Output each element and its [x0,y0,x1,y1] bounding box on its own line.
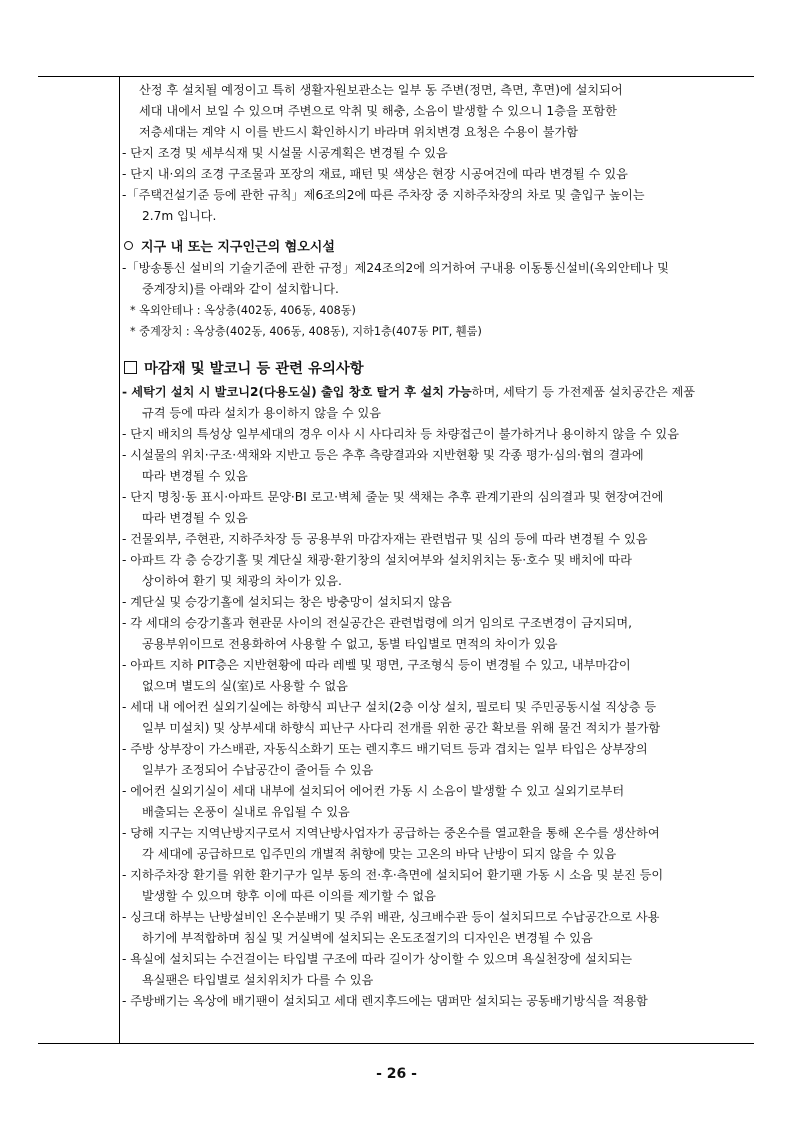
text-line: - 주방 상부장이 가스배관, 자동식소화기 또는 렌지후드 배기덕트 등과 겹치는 일부 타입은 상부장의 [122,742,648,756]
section-heading-text: 마감재 및 발코니 등 관련 유의사항 [144,361,364,377]
text-line: - 단지 조경 및 세부식재 및 시설물 시공계획은 변경될 수 있음 [122,146,448,160]
text-line: - 당해 지구는 지역난방지구로서 지역난방사업자가 공급하는 중온수를 열교환을 통해 온수를 생산하여 [122,826,660,840]
column-divider [119,77,120,1043]
text-line: 발생할 수 있으며 향후 이에 따른 이의를 제기할 수 없음 [142,889,436,903]
text-line: 세대 내에서 보일 수 있으며 주변으로 악취 및 해충, 소음이 발생할 수 있으니 1층을 포함한 [139,104,617,118]
text-line: - 시설물의 위치·구조·색채와 지반고 등은 추후 측량결과와 지반현황 및 각종 평가·심의·협의 결과에 [122,448,644,462]
section-heading-facilities [122,237,752,258]
spacer [122,227,752,237]
document-body [122,80,752,1012]
text-line: - 계단실 및 승강기홀에 설치되는 창은 방충망이 설치되지 않음 [122,595,452,609]
text-line: - 주방배기는 옥상에 배기팬이 설치되고 세대 렌지후드에는 댐퍼만 설치되는 공동배기방식을 적용함 [122,994,648,1008]
text-line: 배출되는 온풍이 실내로 유입될 수 있음 [142,805,350,819]
text-line: - 세대 내 에어컨 실외기실에는 하향식 피난구 설치(2층 이상 설치, 필로티 및 주민공동시설 직상층 등 [122,700,657,714]
text-line [122,382,752,403]
text-line: - 아파트 각 층 승강기홀 및 계단실 채광·환기창의 설치여부와 설치위치는 동·호수 및 배치에 따라 [122,553,632,567]
text-line: 따라 변경될 수 있음 [142,469,248,483]
text-line: - 각 세대의 승강기홀과 현관문 사이의 전실공간은 관련법령에 의거 임의로 구조변경이 금지되며, [122,616,633,630]
text-line: - 단지 배치의 특성상 일부세대의 경우 이사 시 사다리차 등 차량접근이 불가하거나 용이하지 않을 수 있음 [122,427,679,441]
note-line: * 중계장치 : 옥상층(402동, 406동, 408동), 지하1층(407동 PIT, 휀룸) [130,325,482,338]
text-line: 일부가 조정되어 수납공간이 줄어들 수 있음 [142,763,374,777]
text-line: 욕실팬은 타입별로 설치위치가 다를 수 있음 [142,973,374,987]
text-line: 규격 등에 따라 설치가 용이하지 않을 수 있음 [142,406,382,420]
text-line: 2.7m 입니다. [142,209,217,223]
note-line: * 옥외안테나 : 옥상층(402동, 406동, 408동) [130,304,356,317]
spacer [122,342,752,356]
text-line: 하기에 부적합하며 침실 및 거실벽에 설치되는 온도조절기의 디자인은 변경될 수 있음 [142,931,593,945]
text-line: 일부 미설치) 및 상부세대 하향식 피난구 사다리 전개를 위한 공간 확보를 위해 물건 적치가 불가함 [142,721,661,735]
bold-notice: - 세탁기 설치 시 발코니2(다용도실) 출입 창호 탈거 후 설치 가능 [122,385,472,399]
text-line: -「방송통신 설비의 기술기준에 관한 규정」제24조의2에 의거하여 구내용 이동통신설비(옥외안테나 및 [122,261,669,275]
circle-bullet-icon [124,241,133,250]
text-line: - 건물외부, 주현관, 지하주차장 등 공용부위 마감자재는 관련법규 및 심의 등에 따라 변경될 수 있음 [122,532,648,546]
text-line: 공용부위이므로 전용화하여 사용할 수 없고, 동별 타입별로 면적의 차이가 있음 [142,637,558,651]
text-line: -「주택건설기준 등에 관한 규칙」제6조의2에 따른 주차장 중 지하주차장의 차로 및 출입구 높이는 [122,188,645,202]
text-line: 상이하여 환기 및 채광의 차이가 있음. [142,574,342,588]
text-line: 없으며 별도의 실(室)로 사용할 수 없음 [142,679,348,693]
text-line: - 지하주차장 환기를 위한 환기구가 일부 동의 전·후·측면에 설치되어 환기팬 가동 시 소음 및 분진 등이 [122,868,664,882]
text-span: 하며, 세탁기 등 가전제품 설치공간은 제품 [471,385,696,399]
text-line: 산정 후 설치될 예정이고 특히 생활자원보관소는 일부 동 주변(정면, 측면, 후면)에 설치되어 [139,83,623,97]
text-line: - 욕실에 설치되는 수건걸이는 타입별 구조에 따라 길이가 상이할 수 있으며 욕실천장에 설치되는 [122,952,633,966]
text-line: 각 세대에 공급하므로 입주민의 개별적 취향에 맞는 고온의 바닥 난방이 되지 않을 수 있음 [142,847,617,861]
square-bullet-icon [124,361,137,374]
text-line: - 아파트 지하 PIT층은 지반현황에 따라 레벨 및 평면, 구조형식 등이 변경될 수 있고, 내부마감이 [122,658,631,672]
text-line: - 에어컨 실외기실이 세대 내부에 설치되어 에어컨 가동 시 소음이 발생할 수 있고 실외기로부터 [122,784,625,798]
section-heading-text: 지구 내 또는 지구인근의 혐오시설 [141,240,335,255]
text-line: 저층세대는 계약 시 이를 반드시 확인하시기 바라며 위치변경 요청은 수용이 불가함 [139,125,579,139]
text-line: - 단지 내·외의 조경 구조물과 포장의 재료, 패턴 및 색상은 현장 시공여건에 따라 변경될 수 있음 [122,167,628,181]
section-heading-finishes [122,356,752,382]
text-line: 따라 변경될 수 있음 [142,511,248,525]
text-line: - 단지 명칭·동 표시·아파트 문양·BI 로고·벽체 줄눈 및 색채는 추후 관계기관의 심의결과 및 현장여건에 [122,490,664,504]
text-line: 중계장치)를 아래와 같이 설치합니다. [142,282,339,296]
text-line: - 싱크대 하부는 난방설비인 온수분배기 및 주위 배관, 싱크배수관 등이 설치되므로 수납공간으로 사용 [122,910,660,924]
page-number: - 26 - [376,1066,417,1082]
